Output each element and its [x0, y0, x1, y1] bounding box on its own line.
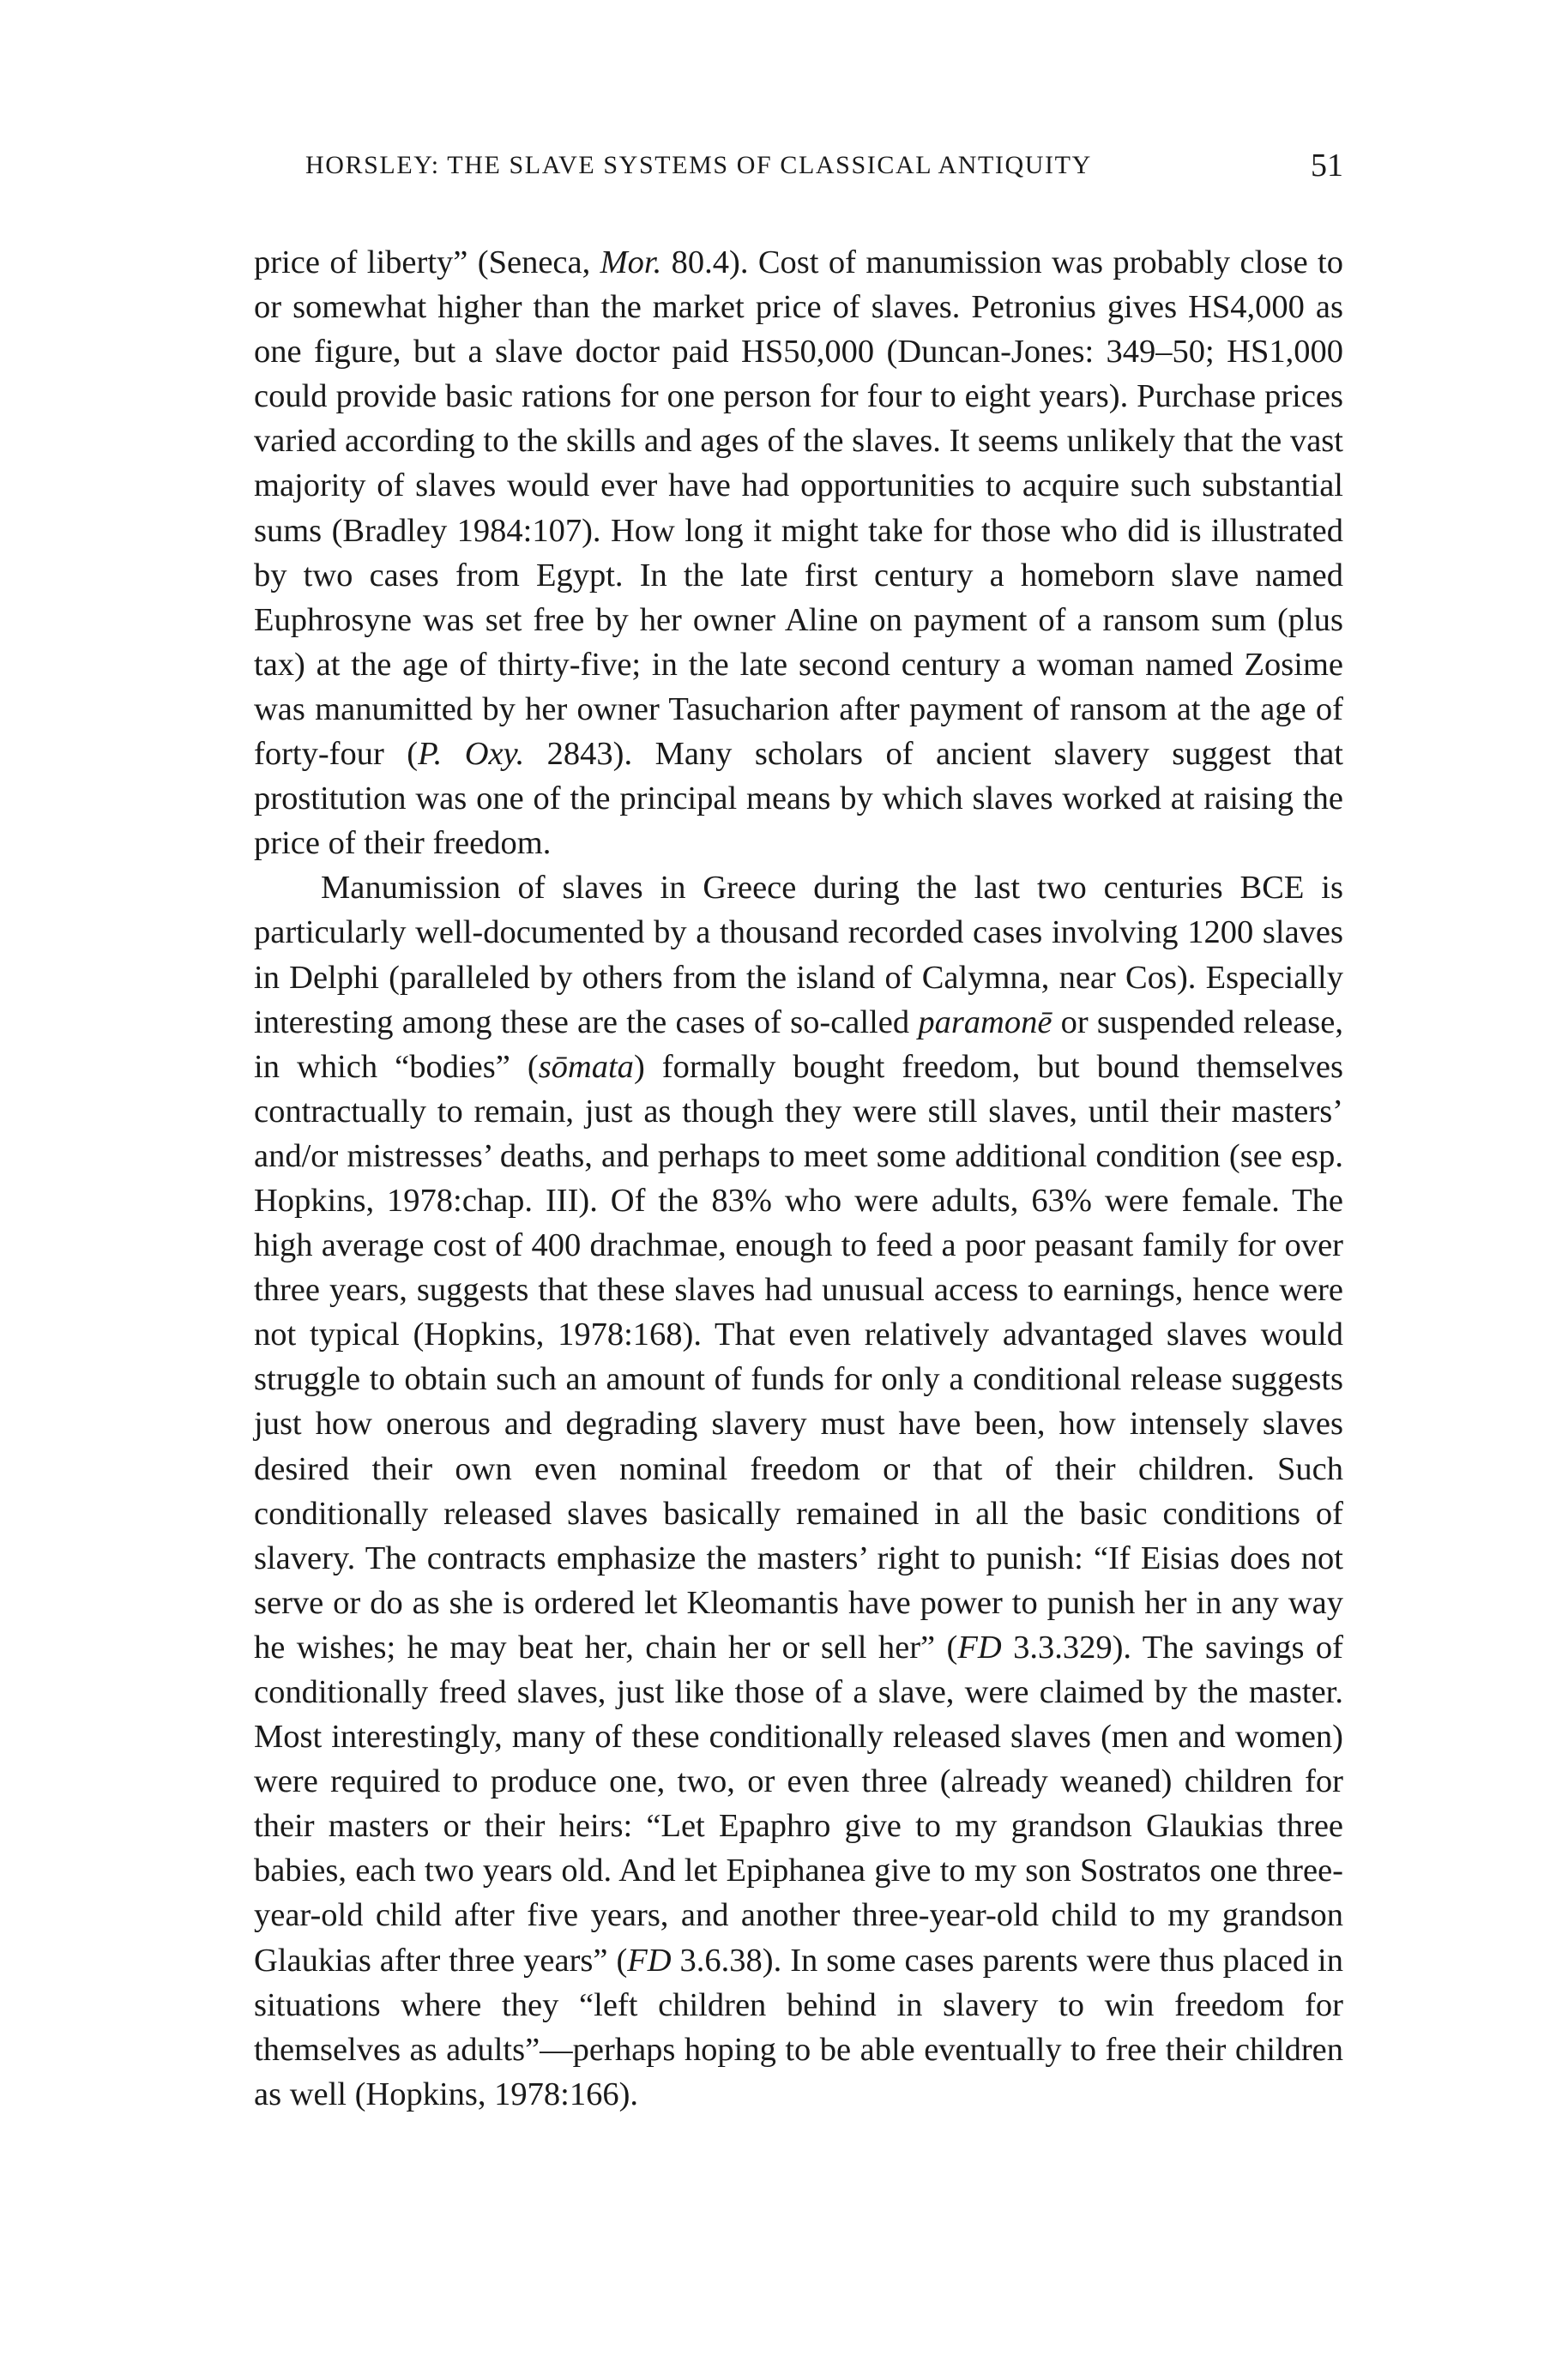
- page-number: 51: [1311, 148, 1343, 184]
- running-title: HORSLEY: THE SLAVE SYSTEMS OF CLASSICAL ANTIQUITY: [305, 151, 1092, 179]
- text-run: ) formally bought freedom, but bound themselves contractually to remain, just as though they were still slaves, until their masters’ and/or mistresses’ deaths, and perhaps to meet some additional condition (see esp. Hopkins, 1978:chap. III). Of the 83% who were adults, 63% were female. The high average cost of 400 drachmae, enough to feed a poor peasant family for over three years, suggests that these slaves had unusual access to earnings, hence were not typical (Hopkins, 1978:168). That even relatively advantaged slaves would struggle to obtain such an amount of funds for only a conditional release suggests just how onerous and degrading slavery must have been, how intensely slaves desired their own even nominal freedom or that of their children. Such conditionally released slaves basically remained in all the basic conditions of slavery. The contracts emphasize the masters’ right to punish: “If Eisias does not serve or do as she is ordered let Kleomantis have power to punish her in any way he wishes; he may beat her, chain her or sell her” (: [254, 1048, 1343, 1666]
- text-run: 80.4). Cost of manumission was probably close to or somewhat higher than the market price of slaves. Petronius gives HS4,000 as one figure, but a slave doctor paid HS50,000 (Duncan-Jones: 349–50; HS1,000 could provide basic rations for one person for four to eight years). Purchase prices varied according to the skills and ages of the slaves. It seems unlikely that the vast majority of slaves would ever have had opportunities to acquire such substantial sums (Bradley 1984:107). How long it might take for those who did is illustrated by two cases from Egypt. In the late first century a homeborn slave named Euphrosyne was set free by her owner Aline on payment of a ransom sum (plus tax) at the age of thirty-five; in the late second century a woman named Zosime was manumitted by her owner Tasucharion after payment of ransom at the age of forty-four (: [254, 244, 1343, 773]
- citation-italic: P. Oxy.: [418, 736, 525, 773]
- citation-italic: FD: [957, 1629, 1002, 1666]
- term-italic: paramonē: [918, 1003, 1052, 1040]
- citation-italic: Mor.: [600, 244, 662, 280]
- term-italic: sōmata: [538, 1048, 634, 1085]
- text-run: price of liberty” (Seneca,: [254, 244, 600, 280]
- paragraph-manumission: [254, 865, 1343, 2117]
- text-run: 3.3.329). The savings of conditionally freed slaves, just like those of a slave, were claimed by the master. Most interestingly, many of these conditionally released slaves (men and women) were required to produce one, two, or even three (already weaned) children for their masters or their heirs: “Let Epaphro give to my grandson Glaukias three babies, each two years old. And let Epiphanea give to my son Sostratos one three-year-old child after five years, and another three-year-old child to my grandson Glaukias after three years” (: [254, 1629, 1343, 1979]
- text-run: or suspended release, in which “bodies” (: [254, 1003, 1343, 1085]
- text-run: Manumission of slaves in Greece during the last two centuries BCE is particularly well-documented by a thousand recorded cases involving 1200 slaves in Delphi (paralleled by others from the island of Calymna, near Cos). Especially interesting among these are the cases of so-called: [254, 870, 1343, 1040]
- citation-italic: FD: [627, 1942, 672, 1979]
- text-run: 3.6.38). In some cases parents were thus placed in situations where they “left children behind in slavery to win freedom for themselves as adults”—perhaps hoping to be able eventually to free their children as well (Hopkins, 1978:166).: [254, 1942, 1343, 2112]
- running-head: [254, 144, 1343, 187]
- paragraph-continued: [254, 240, 1343, 865]
- text-run: 2843). Many scholars of ancient slavery suggest that prostitution was one of the principal means by which slaves worked at raising the price of their freedom.: [254, 736, 1343, 862]
- body-text: [254, 240, 1343, 2117]
